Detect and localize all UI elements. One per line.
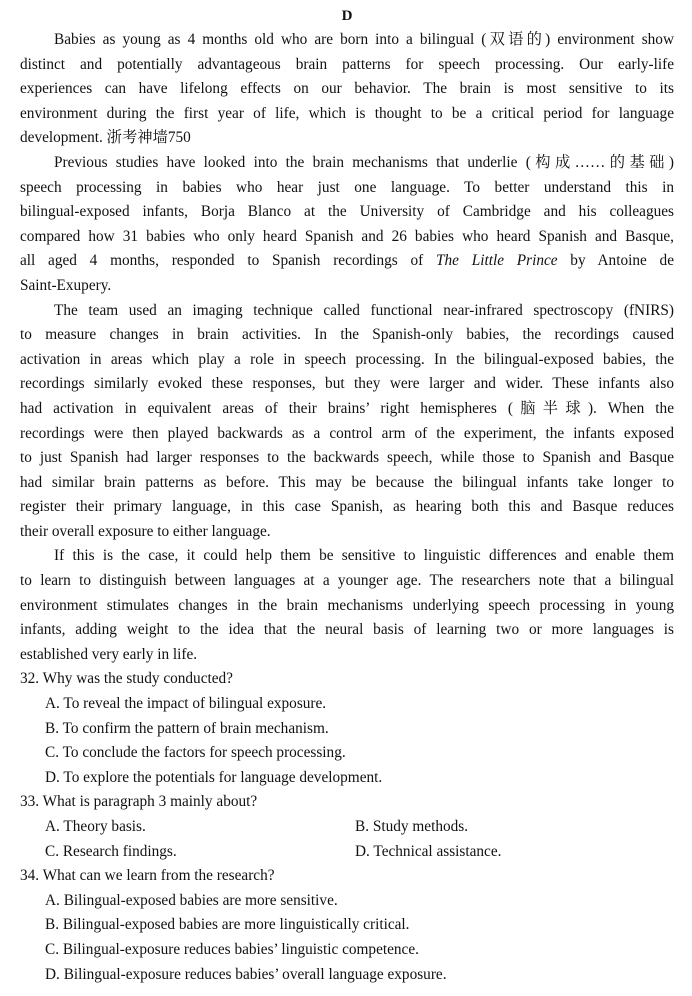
paragraph-line: established very early in life. [20, 645, 198, 663]
question-32-option-c[interactable]: C. To conclude the factors for speech processing. [45, 744, 346, 762]
paragraph-line: their overall exposure to either language. [20, 522, 271, 540]
paragraph-line: recordings were then played backwards as a control arm of the experiment, the infants exposed [20, 424, 674, 442]
paragraph-line: The team used an imaging technique called functional near-infrared spectroscopy (fNIRS) [54, 301, 674, 319]
paragraph-line: activation in areas which play a role in speech processing. In the bilingual-exposed babies, the [20, 350, 674, 368]
paragraph-line: bilingual-exposed infants, Borja Blanco at the University of Cambridge and his colleagues [20, 203, 674, 221]
paragraph-line: Previous studies have looked into the brain mechanisms that underlie (构成……的基础) [54, 153, 674, 171]
paragraph-2 [20, 151, 674, 299]
question-33-stem: 33. What is paragraph 3 mainly about? [20, 793, 258, 811]
paragraph-line: to measure changes in brain activities. In the Spanish-only babies, the recordings caused [20, 326, 674, 344]
question-34-option-b[interactable]: B. Bilingual-exposed babies are more linguistically critical. [45, 916, 410, 934]
paragraph-line: Babies as young as 4 months old who are born into a bilingual (双语的) environment show [54, 31, 674, 48]
exam-page [20, 6, 674, 987]
paragraph-line: compared how 31 babies who only heard Spanish and 26 babies who heard Spanish and Basque, [20, 227, 674, 245]
question-33-options-row-2 [20, 840, 674, 865]
paragraph-line: distinct and potentially advantageous brain patterns for speech processing. Our early-life [20, 55, 674, 73]
paragraph-line: environment during the first year of life, which is thought to be a critical period for language [20, 104, 674, 122]
passage-title: D [341, 8, 353, 24]
question-32-option-a[interactable]: A. To reveal the impact of bilingual exposure. [45, 695, 327, 713]
question-32-stem: 32. Why was the study conducted? [20, 670, 233, 688]
question-33-options-row-1 [20, 815, 674, 840]
question-34-option-d[interactable]: D. Bilingual-exposure reduces babies’ overall language exposure. [45, 965, 447, 983]
question-34-option-c[interactable]: C. Bilingual-exposure reduces babies’ linguistic competence. [45, 940, 419, 958]
paragraph-1 [20, 28, 674, 151]
paragraph-4 [20, 544, 674, 667]
question-32-option-b[interactable]: B. To confirm the pattern of brain mechanism. [45, 719, 329, 737]
paragraph-line-head: all aged 4 months, responded to Spanish recordings of [20, 252, 437, 270]
paragraph-line: environment stimulates changes in the brain mechanisms underlying speech processing in young [20, 596, 674, 614]
paragraph-line: speech processing in babies who hear just one language. To better understand this in [20, 178, 674, 196]
paragraph-line: development. 浙考神墙750 [20, 129, 191, 147]
paragraph-line: to learn to distinguish between languages at a younger age. The researchers note that a bilingual [20, 572, 674, 590]
paragraph-line: register their primary language, in this case Spanish, as hearing both this and Basque reduces [20, 498, 674, 516]
book-title: The Little Prince [436, 252, 558, 270]
paragraph-line-tail: by Antoine de [557, 252, 674, 270]
paragraph-line: recordings similarly evoked these responses, but they were larger and wider. These infants also [20, 375, 674, 393]
question-33-option-d[interactable]: D. Technical assistance. [355, 842, 502, 860]
paragraph-line: had similar brain patterns as before. This may be because the bilingual infants take longer to [20, 473, 674, 491]
question-33-option-b[interactable]: B. Study methods. [355, 818, 469, 835]
paragraph-line: Saint-Exupery. [20, 276, 112, 294]
paragraph-3 [20, 299, 674, 545]
paragraph-line: had activation in equivalent areas of their brains’ right hemispheres (脑半球). When the [20, 399, 674, 417]
paragraph-line-mixed [20, 249, 674, 274]
paragraph-line: experiences can have lifelong effects on our behavior. The brain is most sensitive to its [20, 80, 674, 98]
question-34-stem: 34. What can we learn from the research? [20, 867, 275, 885]
question-34-option-a[interactable]: A. Bilingual-exposed babies are more sensitive. [45, 891, 338, 909]
paragraph-line: infants, adding weight to the idea that the neural basis of learning two or more languages is [20, 621, 674, 639]
question-33-option-a[interactable]: A. Theory basis. [45, 818, 146, 835]
paragraph-line: If this is the case, it could help them be sensitive to linguistic differences and enable them [54, 547, 674, 565]
question-33-option-c[interactable]: C. Research findings. [45, 842, 177, 860]
question-32-option-d[interactable]: D. To explore the potentials for language development. [45, 768, 383, 786]
paragraph-line: to just Spanish had larger responses to the backwards speech, while those to Spanish and Basque [20, 449, 674, 467]
